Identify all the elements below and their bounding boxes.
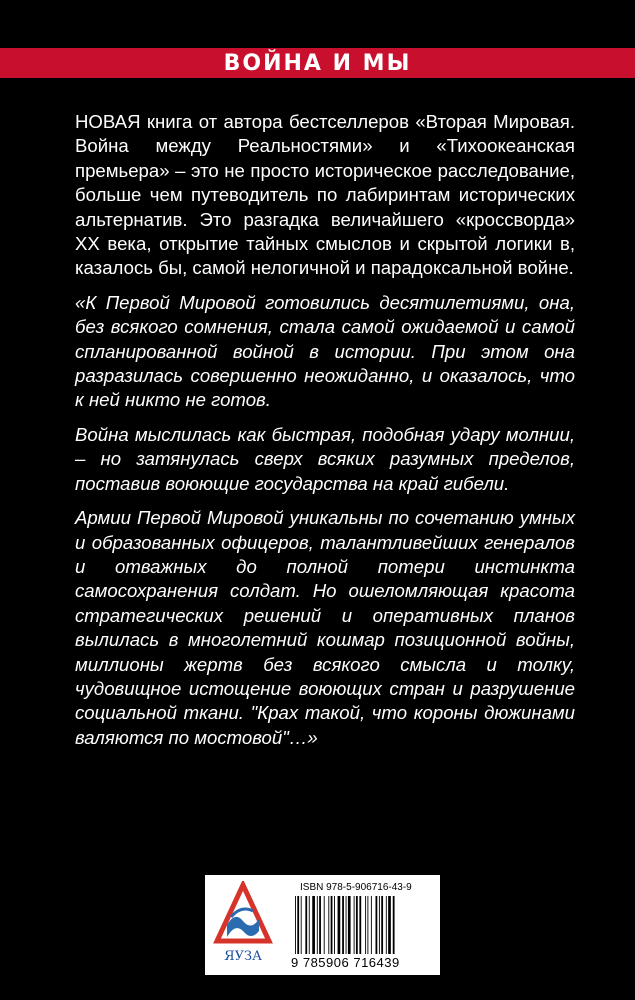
barcode-bar [365,896,366,954]
barcode-bar [367,896,368,954]
barcode-bar [338,896,341,954]
barcode-bar [334,896,335,954]
barcode-panel [205,875,440,975]
barcode-bar [359,896,361,954]
barcode-bar [381,896,383,954]
barcode-bar [295,896,296,954]
barcode-bar [393,896,395,954]
barcode-bar [309,896,310,954]
barcode-bar [319,896,321,954]
barcode-bar [342,896,344,954]
barcode-bar [346,896,347,954]
barcode-bar [328,896,329,954]
barcode-bar [348,896,351,954]
quote-paragraph-3: Армии Первой Мировой уникальны по сочетанию умных и образованных офицеров, талантливейших генералов и отважных до полной потери инстинкта самосохранения солдат. Но ошеломляющая красота стратегических решений и оперативных планов вылилась в многолетний кошмар позиционной войны, миллионы жертв без всякого смысла и толку, чудовищное истощение воюющих стран и разрушение социальной ткани. "Крах такой, что короны дюжинами валяются по мостовой"…» [75,507,575,748]
barcode-bar [379,896,380,954]
barcode-bar [376,896,378,954]
intro-paragraph: НОВАЯ книга от автора бестселлеров «Вторая Мировая. Война между Реальностями» и «Тихоокеанская премьера» – это не просто историческое расследование, больше чем путеводитель по лабиринтам исторических альтернатив. Это разгадка величайшего «кроссворда» XX века, открытие тайных смыслов и скрытой логики в, казалось бы, самой нелогичной и парадоксальной войне. [75,111,575,279]
barcode-bar [388,896,391,954]
barcode-bar [386,896,387,954]
barcode-bar [301,896,302,954]
blurb-text [75,110,575,750]
barcode-bar [317,896,318,954]
series-banner [0,48,635,78]
isbn-text: ISBN 978-5-906716-43-9 [300,882,412,893]
barcode-bar [371,896,372,954]
barcode-bar [297,896,299,954]
barcode-bar [305,896,307,954]
publisher-logo-text: ЯУЗА [224,949,262,964]
publisher-logo-icon [213,881,273,969]
barcode-bar [331,896,333,954]
barcode-bar [356,896,358,954]
barcode-digits: 9 785906 716439 [291,955,400,970]
barcode-bar [354,896,355,954]
barcode-bar [324,896,325,954]
series-title: ВОЙНА И МЫ [223,50,412,76]
quote-paragraph-2: Война мыслилась как быстрая, подобная удару молнии, – но затянулась сверх всяких разумных пределов, поставив воюющие государства на край гибели. [75,423,575,494]
barcode-bar [312,896,315,954]
quote-paragraph-1: «К Первой Мировой готовились десятилетиями, она, без всякого сомнения, стала самой ожидаемой и самой спланированной войной в истории. При этом она разразилась совершенно неожиданно, и оказалось, что к ней никто не готов. [75,291,575,411]
barcode-bars [293,896,433,958]
